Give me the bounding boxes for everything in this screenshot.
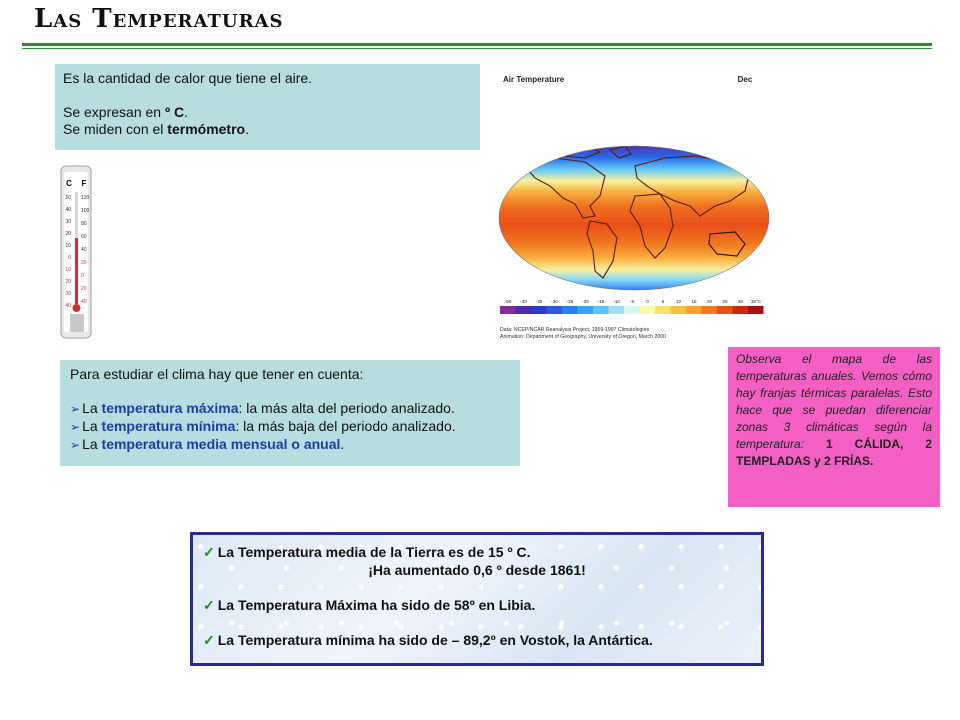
scale-swatch — [717, 306, 733, 314]
scale-swatch — [640, 306, 656, 314]
thermometer-image — [50, 162, 100, 342]
fahrenheit-tick-label: 80 — [81, 221, 87, 227]
study-item-mean-term: temperatura media mensual o anual — [101, 436, 341, 452]
fahrenheit-tick-label: 20 — [81, 260, 87, 266]
scale-swatch — [609, 306, 625, 314]
scale-swatch — [516, 306, 532, 314]
observe-box — [728, 347, 940, 507]
definition-unit: º C — [164, 104, 185, 120]
fahrenheit-tick-label: 0 — [81, 273, 84, 279]
scale-label: -5 — [629, 299, 635, 304]
map-title: Air Temperature — [503, 75, 565, 84]
scale-swatch — [655, 306, 671, 314]
study-item-max — [70, 400, 510, 418]
scale-swatch — [547, 306, 563, 314]
thermometer-c-label: C — [66, 179, 72, 188]
scale-swatch — [748, 306, 764, 314]
check-icon: ✓ — [203, 597, 215, 613]
map-color-scale — [500, 306, 764, 314]
celsius-tick-label: 20 — [65, 279, 71, 285]
scale-label: 5 — [661, 299, 665, 304]
check-icon: ✓ — [203, 544, 215, 560]
scale-label: 35°C — [750, 299, 762, 304]
scale-swatch — [593, 306, 609, 314]
definition-line2-suffix: . — [184, 104, 188, 120]
celsius-tick-label: 20 — [65, 231, 71, 237]
scale-label: 10 — [675, 299, 682, 304]
arrow-bullet-icon: ➢ — [70, 438, 81, 452]
study-item-min — [70, 418, 510, 436]
scale-label: -50 — [504, 299, 512, 304]
fahrenheit-tick-label: 120 — [81, 195, 90, 201]
definition-line3-prefix: Se miden con el — [63, 121, 168, 137]
title-underline — [22, 43, 932, 46]
check-icon: ✓ — [203, 632, 215, 648]
page-title: Las Temperaturas — [34, 4, 284, 34]
definition-line3 — [63, 121, 472, 138]
scale-swatch — [733, 306, 749, 314]
study-item-mean-desc: . — [340, 436, 345, 452]
study-item-min-prefix: La — [82, 418, 102, 434]
fact-mean-text: La Temperatura media de la Tierra es de 15 º C. — [217, 544, 531, 560]
study-intro: Para estudiar el clima hay que tener en cuenta: — [70, 366, 364, 382]
celsius-tick-label: 40 — [65, 207, 71, 213]
scale-swatch — [531, 306, 547, 314]
fahrenheit-tick-label: 100 — [81, 208, 90, 214]
observe-text: Observa el mapa de las temperaturas anuales. Vemos cómo hay franjas térmicas paralelas. Esto hace que se puedan diferenciar zonas 3 climáticas según la temperatura: — [736, 352, 932, 451]
study-item-max-term: temperatura máxima — [101, 400, 239, 416]
scale-label: -30 — [551, 299, 558, 304]
observe-zones: 1 CÁLIDA, 2 TEMPLADAS y 2 FRÍAS. — [736, 437, 932, 468]
scale-swatch — [562, 306, 578, 314]
scale-label: 30 — [737, 299, 744, 304]
scale-label: -25 — [566, 299, 574, 304]
celsius-tick-label: 50 — [65, 195, 71, 201]
scale-label: 20 — [706, 299, 713, 304]
definition-line3-suffix: . — [245, 121, 249, 137]
scale-label: 15 — [691, 299, 697, 304]
definition-line2-prefix: Se expresan en — [63, 104, 165, 120]
fact-increase: ¡Ha aumentado 0,6 º desde 1861! — [368, 562, 586, 578]
scale-label: -35 — [535, 299, 543, 304]
arrow-bullet-icon: ➢ — [70, 420, 81, 434]
study-item-min-desc: : la más baja del periodo analizado. — [235, 418, 456, 434]
definition-box — [55, 64, 480, 150]
fact-max-text: La Temperatura Máxima ha sido de 58º en Libia. — [217, 597, 536, 613]
fahrenheit-tick-label: 40 — [81, 247, 87, 253]
map-scale-labels — [505, 299, 762, 304]
map-credit-animation: Animation: Department of Geography, University of Oregon, March 2000 — [500, 334, 666, 340]
thermometer-mercury — [75, 238, 78, 304]
scale-label: -15 — [597, 299, 605, 304]
study-item-mean-prefix: La — [82, 436, 102, 452]
study-item-min-term: temperatura mínima — [101, 418, 236, 434]
celsius-tick-label: 30 — [65, 219, 71, 225]
study-box — [60, 360, 520, 466]
celsius-tick-label: 0 — [68, 255, 71, 261]
fahrenheit-tick-label: 40 — [81, 299, 87, 305]
map-credit-data: Data: NCEP/NCAR Reanalysis Project, 1959-1997 Climatologies — [500, 327, 650, 333]
scale-label: -20 — [582, 299, 589, 304]
scale-swatch — [686, 306, 702, 314]
scale-label: 25 — [722, 299, 728, 304]
title-underline-thin — [22, 48, 932, 49]
fact-min-text: La Temperatura mínima ha sido de – 89,2º en Vostok, la Antártica. — [217, 632, 653, 648]
fact-max-temperature — [203, 596, 751, 614]
celsius-tick-label: 10 — [65, 267, 71, 273]
thermometer-f-label: F — [81, 179, 87, 188]
definition-line2 — [63, 104, 472, 121]
study-item-mean — [70, 436, 510, 454]
scale-swatch — [624, 306, 640, 314]
scale-swatch — [671, 306, 687, 314]
arrow-bullet-icon: ➢ — [70, 402, 81, 416]
study-item-max-prefix: La — [82, 400, 102, 416]
scale-label: 0 — [646, 299, 649, 304]
fahrenheit-tick-label: 20 — [81, 286, 87, 292]
definition-instrument: termómetro — [167, 121, 246, 137]
scale-swatch — [702, 306, 718, 314]
fact-mean-temperature — [203, 543, 751, 561]
definition-line1: Es la cantidad de calor que tiene el aire. — [63, 70, 313, 86]
celsius-tick-label: 10 — [65, 243, 71, 249]
fahrenheit-tick-label: 60 — [81, 234, 87, 240]
celsius-tick-label: 30 — [65, 291, 71, 297]
scale-swatch — [578, 306, 594, 314]
scale-label: -40 — [520, 299, 527, 304]
fact-min-temperature — [203, 631, 751, 649]
world-temperature-map — [495, 66, 773, 344]
map-month: Dec — [737, 75, 753, 84]
facts-box — [190, 532, 764, 666]
scale-swatch — [500, 306, 516, 314]
celsius-tick-label: 40 — [65, 303, 71, 309]
study-item-max-desc: : la más alta del periodo analizado. — [238, 400, 455, 416]
scale-label: -10 — [613, 299, 620, 304]
